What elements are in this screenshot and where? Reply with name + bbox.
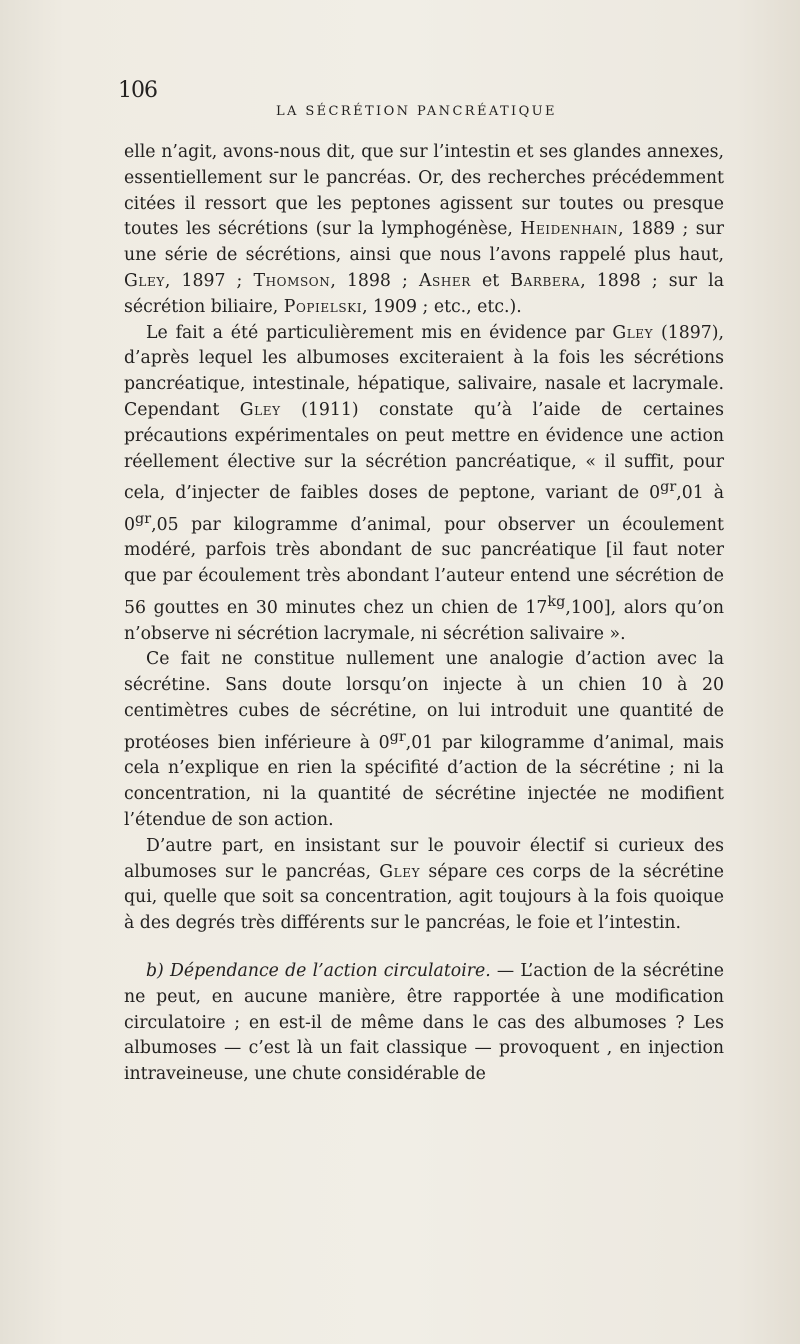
weight-value: 17: [525, 597, 548, 618]
text-run: (1897), d’après lequel les albumoses exciteraient à la fois les sécrétions pancréatique, intestinale, hépatique, salivaire, nasale et lacrymale. Cependant: [124, 322, 725, 420]
text-run: Ce fait ne constitue nullement une analogie d’action avec la sécrétine. Sans doute lorsqu’on injecte à un chien 10 à 20 centimètres cubes de sécrétine, on lui introduit une quantité de protéoses bien inférieure à: [124, 649, 724, 753]
text-run: par kilogramme d’animal, mais cela n’explique en rien la spécifité d’action de la sécrétine ; ni la concentration, ni la quantité de sécrétine injectée ne modifient l’étendue de son action.: [124, 732, 724, 830]
dose-value: ,05: [151, 514, 179, 535]
running-title: LA SÉCRÉTION PANCRÉATIQUE: [276, 104, 557, 119]
text-run: par kilogramme d’animal, pour observer un écoulement modéré, parfois très abondant de suc pancréatique [il faut noter que par écoulement très abondant l’auteur entend une sécrétion de 56 gouttes en 30 minutes chez un chien de: [124, 514, 724, 618]
author-name: Barbera: [510, 270, 581, 291]
paragraph-1: [124, 140, 724, 321]
text-run: , 1898 ;: [330, 270, 419, 291]
section-heading: b) Dépendance de l’action circulatoire.: [146, 960, 491, 981]
text-run: elle n’agit, avons-nous dit, que sur l’intestin et ses glandes annexes, essentiellement sur le pancréas. Or, des recherches précédemment citées il ressort que les peptones agissent sur toutes ou presque toutes les sécrétions (sur la lymphogénèse,: [124, 142, 724, 240]
author-name: Gley: [379, 861, 421, 882]
text-run: , 1898 ; sur la sécrétion biliaire,: [124, 270, 724, 317]
dose-value: 0: [378, 732, 390, 753]
unit-superscript: kg: [547, 594, 566, 611]
text-run: D’autre part, en insistant sur le pouvoir électif si curieux des albumoses sur le pancréas,: [124, 835, 724, 882]
dose-value: ,01: [405, 732, 434, 753]
author-name: Heidenhain: [520, 219, 619, 240]
paragraph-5: [124, 959, 724, 1088]
text-run: , 1897 ;: [164, 270, 254, 291]
text-run: sépare ces corps de la sécrétine qui, quelle que soit sa concentration, agit toujours à la fois quoique à des degrés très différents sur le pancréas, le foie et l’intestin.: [124, 861, 725, 934]
text-run: (1911) constate qu’à l’aide de certaines précautions expérimentales on peut mettre en évidence une action réellement élective sur la sécrétion pancréatique, « il suffit, pour cela, d’injecter de faibles doses de peptone, variant de: [124, 399, 724, 504]
dose-value: ,01: [676, 483, 704, 504]
author-name: Popielski: [283, 296, 363, 317]
text-run: à: [703, 483, 725, 504]
text-run: et: [470, 270, 511, 291]
author-name: Gley: [239, 399, 281, 420]
author-name: Thomson: [253, 270, 331, 291]
author-name: Gley: [612, 322, 654, 343]
body-text: [124, 140, 724, 1088]
paragraph-4: [124, 834, 724, 937]
text-run: , 1909 ; etc., etc.).: [362, 296, 522, 317]
unit-superscript: gr: [389, 728, 406, 745]
text-run: Le fait a été particulièrement mis en évidence par: [146, 322, 613, 343]
author-name: Asher: [418, 270, 471, 291]
text-run: , 1889 ; sur une série de sécrétions, ainsi que nous l’avons rappelé plus haut,: [124, 219, 724, 266]
text-run: — L’action de la sécrétine ne peut, en aucune manière, être rapportée à une modification circulatoire ; en est-il de même dans le cas des albumoses ? Les albumoses — c’est là un fait classique — provoquent , en injection intraveineuse, une chute considérable de: [124, 960, 724, 1085]
paragraph-3: [124, 647, 724, 833]
unit-superscript: gr: [660, 479, 677, 496]
weight-value: ,100: [565, 597, 604, 618]
dose-value: 0: [649, 483, 661, 504]
unit-superscript: gr: [135, 510, 152, 527]
dose-value: 0: [124, 514, 135, 535]
page-header: [118, 78, 718, 122]
paragraph-2: [124, 321, 724, 648]
text-run: ], alors qu’on n’observe ni sécrétion lacrymale, ni sécrétion salivaire ».: [124, 597, 724, 644]
author-name: Gley: [124, 270, 165, 291]
page-number: 106: [118, 78, 157, 103]
